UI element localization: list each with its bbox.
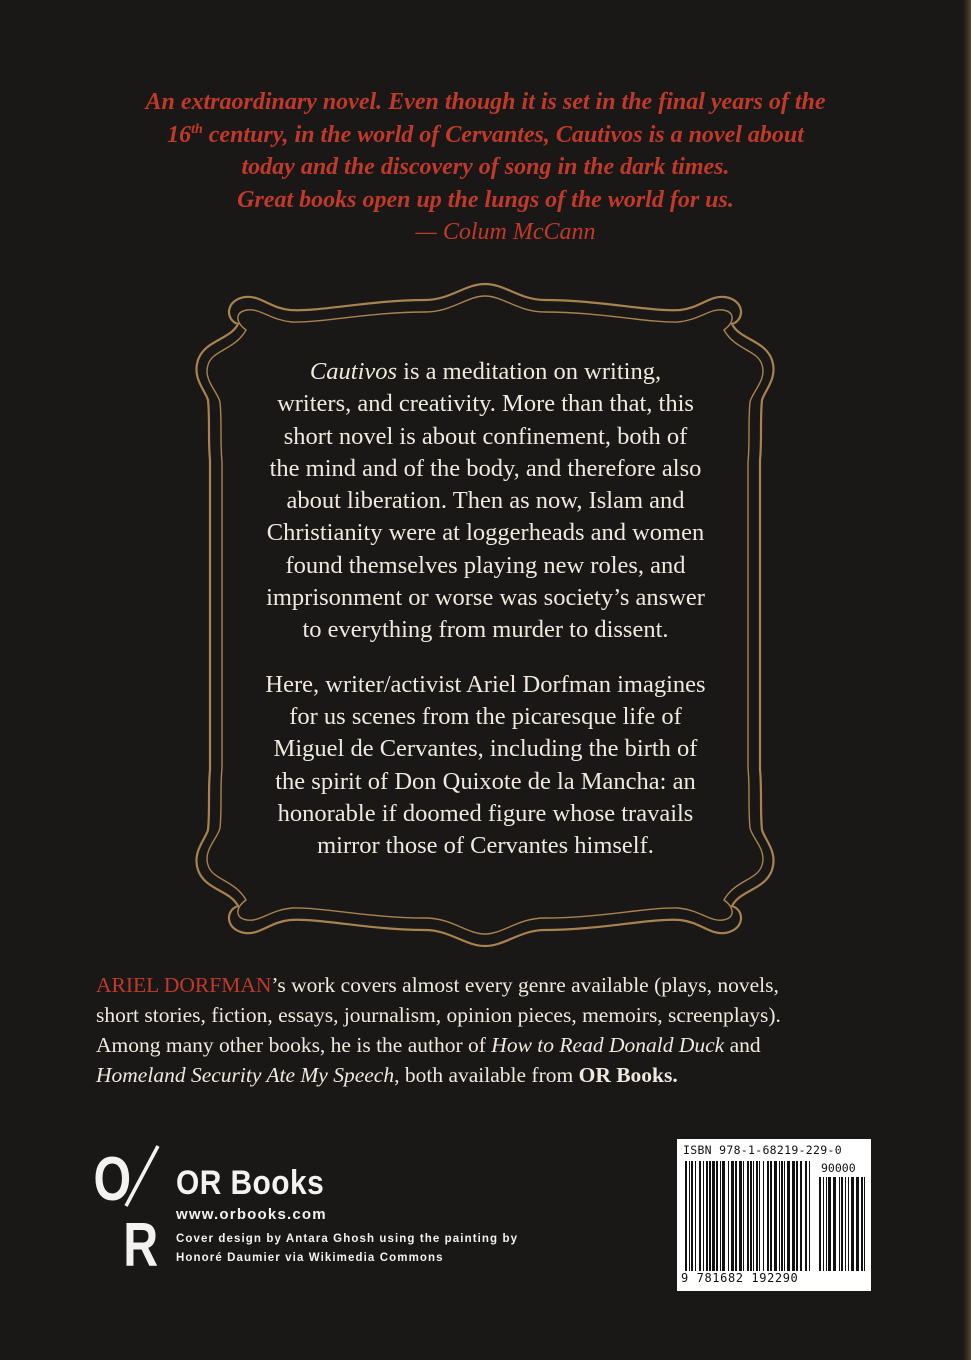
bio-line: [96, 1030, 876, 1060]
bio-text: and: [724, 1033, 761, 1057]
barcode-bar: [689, 1161, 690, 1271]
cover-credit: [176, 1230, 576, 1268]
barcode-bar: [691, 1161, 693, 1271]
isbn-number: ISBN 978-1-68219-229-0: [683, 1143, 842, 1157]
barcode-bar: [722, 1161, 725, 1271]
barcode-bar: [839, 1177, 840, 1271]
price-code: 90000: [821, 1161, 856, 1175]
bio-text: , both available from: [394, 1063, 579, 1087]
publisher-ref: OR Books.: [578, 1063, 678, 1087]
barcode-bar: [823, 1177, 824, 1271]
barcode-bar: [770, 1161, 772, 1271]
description-line: Christianity were at loggerheads and women: [266, 519, 705, 547]
barcode-bar: [712, 1161, 715, 1271]
description-paragraph: [234, 356, 737, 647]
book-title-ref: How to Read Donald Duck: [491, 1033, 725, 1057]
barcode-bar: [720, 1161, 721, 1271]
barcode-bar: [845, 1177, 846, 1271]
bio-line: [96, 1060, 876, 1090]
barcode-bar: [747, 1161, 749, 1271]
bio-text: Among many other books, he is the author of: [96, 1033, 492, 1057]
book-title: Cautivos: [309, 358, 398, 385]
author-name: ARIEL DORFMAN: [96, 973, 272, 997]
description-line: found themselves playing new roles, and: [285, 551, 686, 579]
credit-line: Cover design by Antara Ghosh using the painting by: [176, 1233, 519, 1245]
quote-text: century, in the world of Cervantes, Cautivos is a novel about: [202, 121, 804, 148]
ean-digits: 9 781682 192290: [681, 1271, 799, 1285]
publisher-name: OR Books: [176, 1164, 325, 1202]
barcode-bar: [833, 1177, 836, 1271]
description-line: writers, and creativity. More than that, this: [277, 390, 694, 418]
author-bio: [96, 970, 876, 1090]
logo-letter-r: R: [123, 1210, 159, 1270]
description-line: honorable if doomed figure whose travails: [277, 799, 694, 827]
barcode-bar: [728, 1161, 729, 1271]
barcode-bar: [800, 1161, 802, 1271]
barcode-bar: [851, 1177, 854, 1271]
barcode-bar: [743, 1161, 744, 1271]
barcode-bar: [796, 1161, 798, 1271]
quote-line: today and the discovery of song in the dark times.: [241, 154, 730, 180]
barcode-bar: [699, 1161, 701, 1271]
barcode-bar: [753, 1161, 754, 1271]
bio-text: ’s work covers almost every genre available (plays, novels,: [271, 973, 779, 997]
quote-line: An extraordinary novel. Even though it is set in the final years of the: [145, 89, 826, 115]
barcode-bar: [709, 1161, 711, 1271]
description-line: imprisonment or worse was society’s answer: [266, 584, 705, 612]
barcode-bar: [828, 1177, 831, 1271]
barcode-bar: [756, 1161, 758, 1271]
quote-text: 16: [167, 121, 192, 148]
description-line: short novel is about confinement, both of: [283, 422, 688, 450]
barcode-bar: [759, 1161, 760, 1271]
barcode-bar: [703, 1161, 704, 1271]
barcode-bar: [735, 1161, 737, 1271]
barcode-bar: [819, 1177, 821, 1271]
barcode-bar: [739, 1161, 742, 1271]
credit-line: Honoré Daumier via Wikimedia Commons: [176, 1252, 444, 1264]
bio-line: [96, 970, 876, 1000]
barcode-bar: [848, 1177, 849, 1271]
description-text: is a meditation on writing,: [397, 358, 662, 385]
barcode-bar: [784, 1161, 785, 1271]
barcode-bar: [792, 1161, 795, 1271]
barcode-bar: [864, 1177, 865, 1271]
barcode-bar: [781, 1161, 783, 1271]
barcode-bar: [706, 1161, 708, 1271]
barcode-bar: [767, 1161, 769, 1271]
barcode-bar: [731, 1161, 734, 1271]
barcode-bars: [677, 1139, 871, 1291]
description-line: Miguel de Cervantes, including the birth of: [273, 735, 698, 763]
barcode-bar: [750, 1161, 752, 1271]
description-paragraph: [234, 669, 737, 863]
quote-attribution: — Colum McCann: [415, 219, 596, 245]
quote-superscript: th: [191, 121, 203, 137]
barcode-bar: [787, 1161, 790, 1271]
description-line: mirror those of Cervantes himself.: [317, 832, 654, 860]
book-description: [234, 356, 737, 884]
isbn-barcode: [677, 1139, 871, 1291]
barcode-bar: [774, 1161, 777, 1271]
publisher-url[interactable]: www.orbooks.com: [176, 1206, 327, 1223]
barcode-bar: [685, 1161, 687, 1271]
logo-letter-o: O: [93, 1144, 132, 1214]
description-line: the spirit of Don Quixote de la Mancha: an: [275, 767, 696, 795]
barcode-bar: [856, 1177, 859, 1271]
barcode-bar: [763, 1161, 764, 1271]
description-line: Here, writer/activist Ariel Dorfman imagines: [265, 670, 706, 698]
description-line: to everything from murder to dissent.: [302, 616, 669, 644]
publisher-logo: [92, 1140, 162, 1270]
description-line: the mind and of the body, and therefore also: [269, 454, 702, 482]
description-line: [234, 356, 737, 388]
quote-line: Great books open up the lungs of the world for us.: [237, 186, 734, 213]
barcode-bar: [716, 1161, 718, 1271]
book-title-ref: Homeland Security Ate My Speech: [96, 1063, 395, 1087]
barcode-bar: [809, 1161, 810, 1271]
description-line: about liberation. Then as now, Islam and: [286, 487, 685, 515]
barcode-bar: [779, 1161, 780, 1271]
barcode-bar: [861, 1177, 863, 1271]
barcode-bar: [695, 1161, 696, 1271]
barcode-bar: [805, 1161, 807, 1271]
description-line: for us scenes from the picaresque life of: [289, 702, 682, 730]
barcode-bar: [841, 1177, 843, 1271]
barcode-bar: [826, 1177, 827, 1271]
bio-line: short stories, fiction, essays, journalism, opinion pieces, memoirs, screenplays).: [96, 1003, 781, 1027]
